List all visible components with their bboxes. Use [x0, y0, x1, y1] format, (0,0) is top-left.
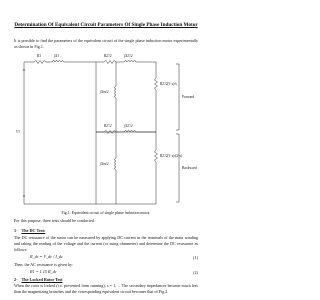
section-1-title: The DC Test: [21, 228, 46, 233]
ac-resistance-line: Then, the AC resistance is given by: [14, 262, 74, 267]
label-xm-backward: jXm/2 [100, 162, 109, 166]
label-r2-forward: R2'/2 [104, 54, 112, 58]
equation-2-text: R1 = 1.15 R_dc [30, 269, 57, 274]
label-vin: V1 [16, 130, 20, 134]
equation-1-number: (1) [193, 255, 198, 260]
equation-2 [30, 269, 198, 277]
label-x1: jX1 [54, 54, 59, 58]
equation-2-number: (2) [193, 270, 198, 275]
equation-1-text: R_dc = V_dc / I_dc [30, 254, 63, 259]
label-r1: R1 [37, 54, 41, 58]
section-1-number: 1- [14, 228, 18, 233]
label-r2-load-backward: R2'/2(1-s)/(2-s) [160, 154, 183, 158]
section-2-title: The Locked Rotor Test [21, 277, 63, 282]
section-1-body: The DC resistance of the stator can be measured by applying DC current in the terminals of the main winding and taking the reading of the voltage and the current (or using ohmmeter) and determine the DC resistance as follows: [14, 235, 198, 253]
figure-caption: Fig.1: Equivalent circuit of single phase induction motor. [61, 211, 151, 215]
section-2-number: 2- [14, 277, 18, 282]
label-x2-backward: jX2'/2 [124, 124, 133, 128]
label-backward: Backward [182, 166, 197, 170]
label-xm-forward: jXm/2 [100, 90, 109, 94]
equation-1 [30, 254, 198, 262]
label-r2-load-forward: R2'/2(1-s)/s [160, 82, 177, 86]
intro-paragraph: It is possible to find the parameters of the equivalent circuit of the single phase induction motor experimentally as shown in Fig.1. [14, 38, 198, 50]
section-1-heading [14, 228, 198, 234]
label-x2-forward: jX2'/2 [124, 54, 133, 58]
section-2-body: When the rotor is locked (i.e. prevented from running), s = 1, ... The secondary impedances become much less than the magnetizing branches and the corresponding equivalent circuit becomes that of Fig.2. [14, 283, 198, 295]
purpose-line: For this purpose, three tests should be conducted: [14, 218, 95, 223]
document-title: Determination Of Equivalent Circuit Parameters Of Single Phase Induction Motor [14, 22, 198, 28]
label-forward: Forward [182, 95, 195, 99]
label-r2-backward: R2'/2 [104, 124, 112, 128]
